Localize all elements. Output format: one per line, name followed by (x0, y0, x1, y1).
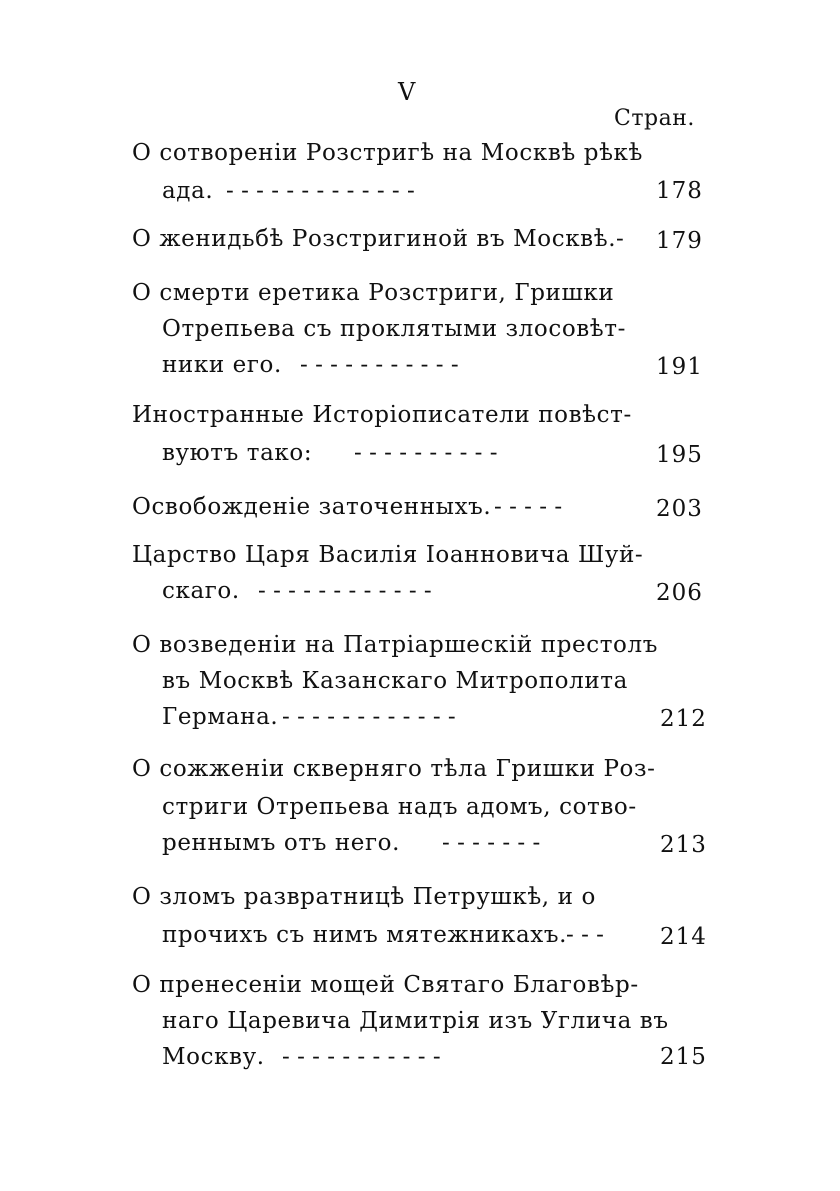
entry-page-number: 212 (660, 706, 707, 732)
entry-text-line: О зломъ развратницѣ Петрушкѣ, и о (132, 884, 596, 910)
entry-text-line: скаго. (162, 578, 240, 604)
entry-text-line: ники его. (162, 352, 282, 378)
entry-text-line: О сотвореніи Розстригѣ на Москвѣ рѣкѣ (132, 140, 644, 166)
dot-leader: - - - - - (494, 494, 563, 520)
dot-leader: - - - - - - - - - - - - (258, 578, 432, 604)
dot-leader: - - - (566, 922, 604, 948)
entry-text-line: О женидьбѣ Розстригиной въ Москвѣ. (132, 226, 617, 252)
dot-leader: - - - - - - - - - - - (300, 352, 459, 378)
entry-text-line: въ Москвѣ Казанскаго Митрополита (162, 668, 628, 694)
page-column-label: Стран. (614, 106, 695, 131)
entry-page-number: 195 (656, 442, 703, 468)
entry-text-line: О пренесеніи мощей Святаго Благовѣр- (132, 972, 639, 998)
dot-leader: - - - - - - - - - - - - - (226, 178, 415, 204)
entry-page-number: 206 (656, 580, 703, 606)
dot-leader: - - - - - - - - - - - (282, 1044, 441, 1070)
dot-leader: - - - - - - - (442, 830, 541, 856)
entry-text-line: Освобожденіе заточенныхъ. (132, 494, 492, 520)
entry-text-line: Отрепьева съ проклятыми злосовѣт- (162, 316, 626, 342)
entry-text-line: Иностранные Исторіописатели повѣст- (132, 402, 632, 428)
entry-text-line: стриги Отрепьева надъ адомъ, сотво- (162, 794, 637, 820)
entry-text-line: О смерти еретика Розстриги, Гришки (132, 280, 615, 306)
entry-page-number: 213 (660, 832, 707, 858)
entry-text-line: вуютъ тако: (162, 440, 313, 466)
entry-text-line: прочихъ съ нимъ мятежникахъ. (162, 922, 568, 948)
entry-text-line: наго Царевича Димитрія изъ Углича въ (162, 1008, 669, 1034)
dot-leader: - (616, 226, 624, 252)
entry-text-line: ада. (162, 178, 214, 204)
dot-leader: - - - - - - - - - - - - (282, 704, 456, 730)
page-number: V (398, 78, 416, 106)
entry-text-line: Германа. (162, 704, 279, 730)
entry-page-number: 203 (656, 496, 703, 522)
entry-page-number: 191 (656, 354, 703, 380)
entry-text-line: Москву. (162, 1044, 265, 1070)
entry-text-line: О сожженіи скверняго тѣла Гришки Роз- (132, 756, 656, 782)
entry-page-number: 178 (656, 178, 703, 204)
entry-text-line: реннымъ отъ него. (162, 830, 400, 856)
entry-text-line: Царство Царя Василія Іоанновича Шуй- (132, 542, 644, 568)
entry-page-number: 179 (656, 228, 703, 254)
entry-text-line: О возведеніи на Патріаршескій престолъ (132, 632, 658, 658)
entry-page-number: 215 (660, 1044, 707, 1070)
entry-page-number: 214 (660, 924, 707, 950)
dot-leader: - - - - - - - - - - (354, 440, 498, 466)
